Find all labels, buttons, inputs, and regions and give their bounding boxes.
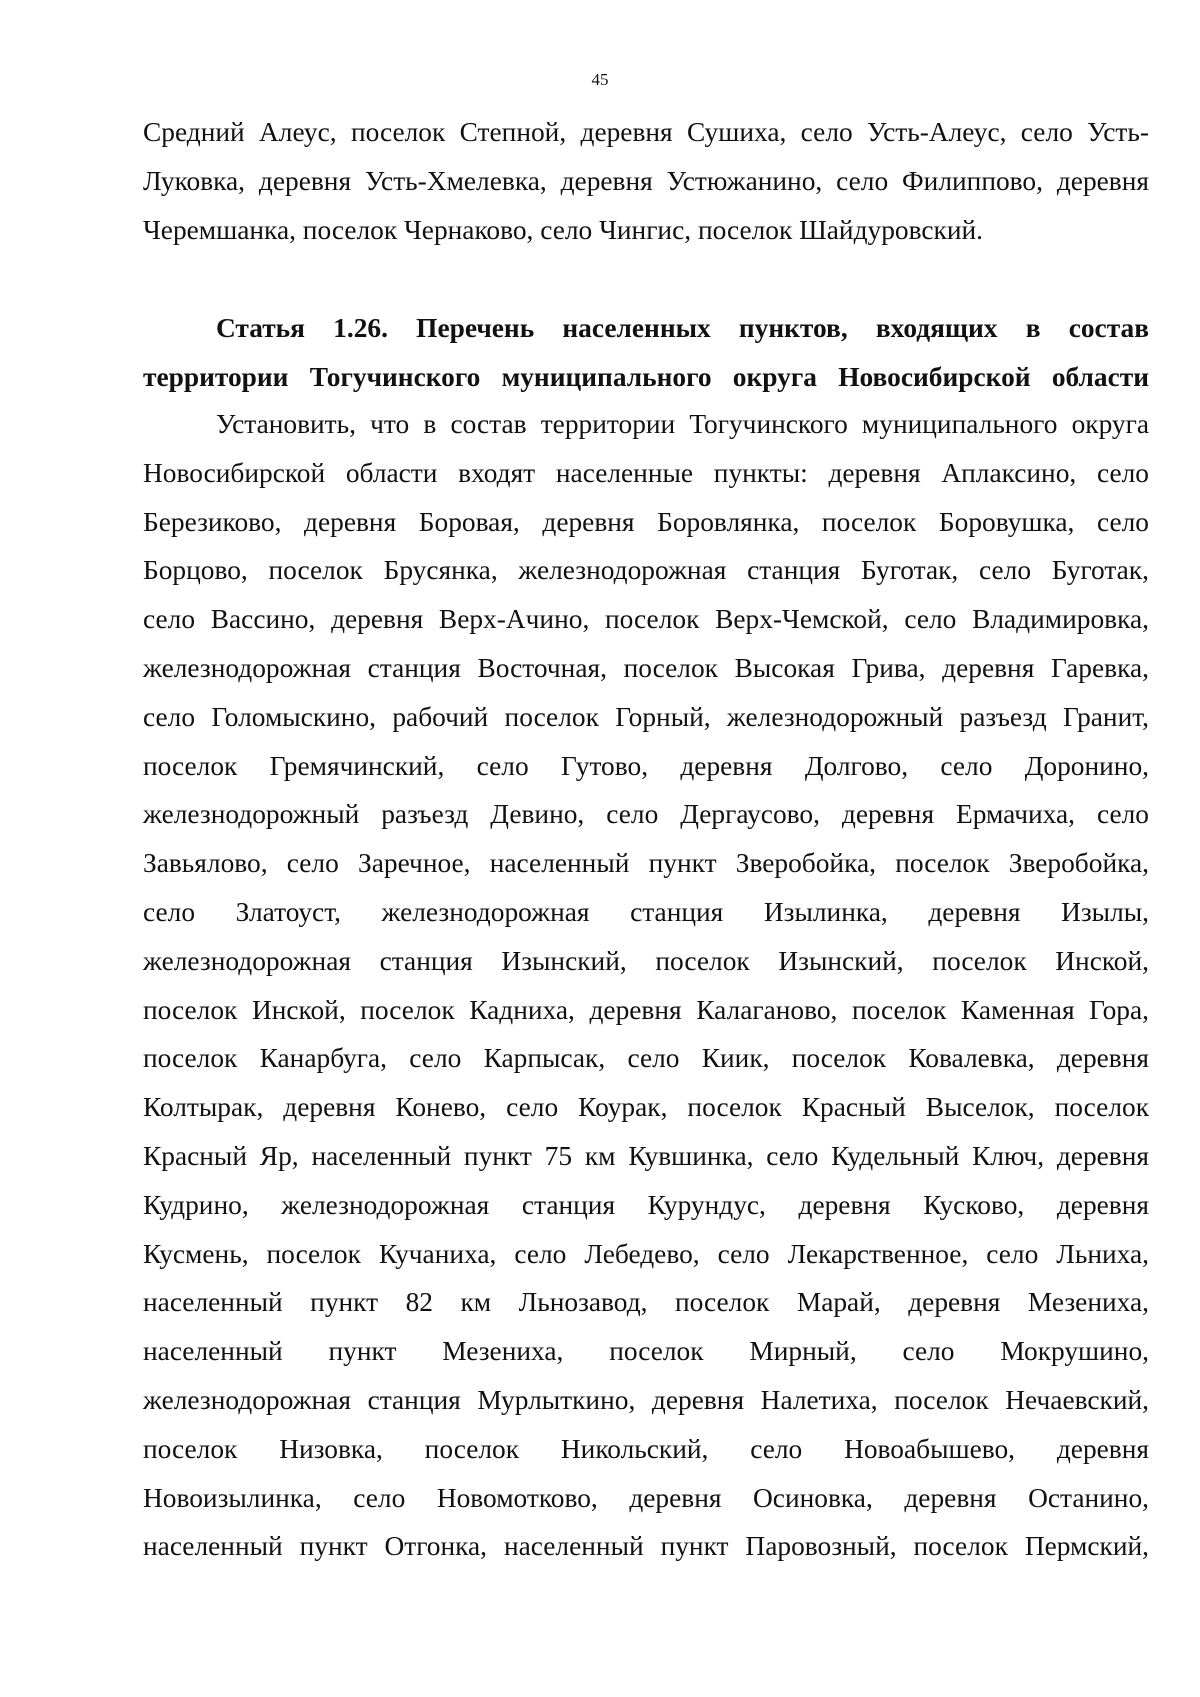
page-number: 45 — [591, 70, 609, 89]
heading-line: Статья 1.26. Перечень населенных пунктов, входящих в состав — [216, 313, 1149, 343]
text-line: Колтырак, деревня Конево, село Коурак, поселок Красный Выселок, поселок — [143, 1092, 1149, 1123]
continued-paragraph — [143, 108, 1149, 254]
text-line: Установить, что в состав территории Тогучинского муниципального округа — [216, 409, 1149, 439]
text-line: поселок Канарбуга, село Карпысак, село Киик, поселок Ковалевка, деревня — [143, 1043, 1149, 1074]
text-line: село Златоуст, железнодорожная станция Изылинка, деревня Изылы, — [143, 896, 1149, 927]
text-line: поселок Инской, поселок Кадниха, деревня Калаганово, поселок Каменная Гора, — [143, 994, 1149, 1025]
text-line: поселок Низовка, поселок Никольский, село Новоабышево, деревня — [143, 1433, 1149, 1464]
text-line: железнодорожная станция Изынский, поселок Изынский, поселок Инской, — [143, 945, 1149, 976]
text-line: Завьялово, село Заречное, населенный пункт Зверобойка, поселок Зверобойка, — [143, 848, 1149, 879]
text-line: населенный пункт Отгонка, населенный пункт Паровозный, поселок Пермский, — [143, 1531, 1149, 1562]
text-line: населенный пункт Мезениха, поселок Мирный, село Мокрушино, — [143, 1336, 1149, 1367]
text-line: Березиково, деревня Боровая, деревня Боровлянка, поселок Боровушка, село — [143, 506, 1149, 537]
text-line: железнодорожная станция Восточная, поселок Высокая Грива, деревня Гаревка, — [143, 652, 1149, 683]
text-line: Красный Яр, населенный пункт 75 км Кувшинка, село Кудельный Ключ, деревня — [143, 1140, 1149, 1171]
text-line: Новоизылинка, село Новомотково, деревня Осиновка, деревня Останино, — [143, 1482, 1149, 1513]
text-line: Кудрино, железнодорожная станция Курундус, деревня Кусково, деревня — [143, 1189, 1149, 1220]
text-line: село Вассино, деревня Верх-Ачино, поселок Верх-Чемской, село Владимировка, — [143, 604, 1149, 635]
text-line: Луковка, деревня Усть-Хмелевка, деревня Устюжанино, село Филиппово, деревня — [143, 165, 1149, 196]
text-line: Борцово, поселок Брусянка, железнодорожная станция Буготак, село Буготак, — [143, 555, 1149, 586]
text-line: железнодорожная станция Мурлыткино, деревня Налетиха, поселок Нечаевский, — [143, 1384, 1149, 1415]
heading-line: территории Тогучинского муниципального округа Новосибирской области — [143, 361, 1149, 392]
article-body — [143, 400, 1149, 1571]
text-line: поселок Гремячинский, село Гутово, деревня Долгово, село Доронино, — [143, 750, 1149, 781]
text-line: населенный пункт 82 км Льнозавод, поселок Марай, деревня Мезениха, — [143, 1287, 1149, 1318]
text-line: Новосибирской области входят населенные пункты: деревня Аплаксино, село — [143, 457, 1149, 488]
text-line: Кусмень, поселок Кучаниха, село Лебедево, село Лекарственное, село Льниха, — [143, 1238, 1149, 1269]
text-line: село Голомыскино, рабочий поселок Горный, железнодорожный разъезд Гранит, — [143, 701, 1149, 732]
text-line: Черемшанка, поселок Чернаково, село Чингис, поселок Шайдуровский. — [143, 214, 984, 245]
article-heading — [143, 304, 1149, 402]
text-line: железнодорожный разъезд Девино, село Дергаусово, деревня Ермачиха, село — [143, 799, 1149, 830]
text-line: Средний Алеус, поселок Степной, деревня Сушиха, село Усть-Алеус, село Усть- — [143, 117, 1149, 147]
